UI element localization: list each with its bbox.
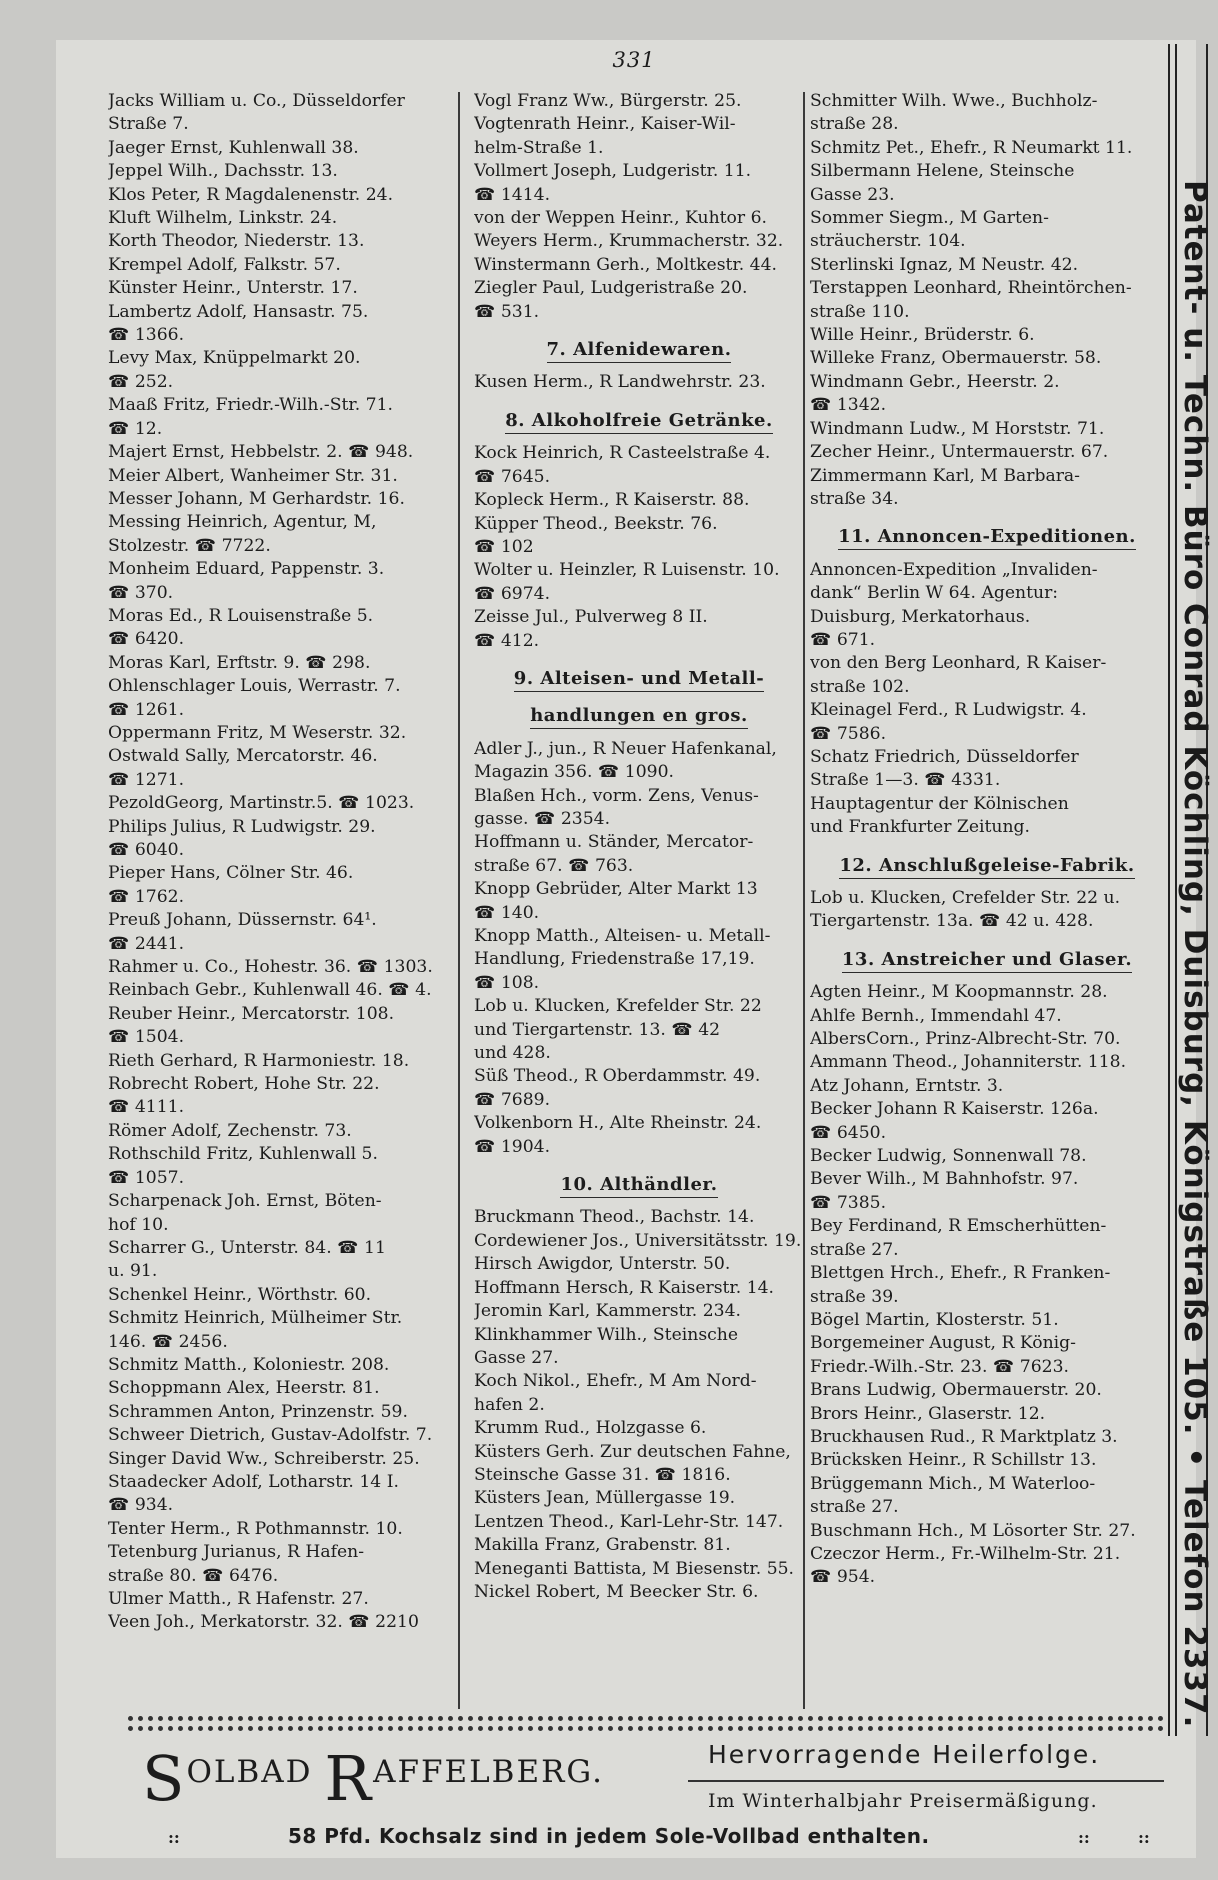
directory-entry: Rieth Gerhard, R Harmoniestr. 18. <box>108 1050 410 1071</box>
directory-entry: sträucherstr. 104. <box>810 231 966 252</box>
directory-entry: Handlung, Friedenstraße 17,19. <box>474 949 755 970</box>
ad-ornament: :: <box>168 1828 180 1847</box>
directory-entry: ☎ 252. <box>108 371 174 392</box>
directory-entry: ☎ 140. <box>474 902 540 923</box>
directory-entry: ☎ 412. <box>474 630 540 651</box>
directory-entry: Kopleck Herm., R Kaiserstr. 88. <box>474 490 750 511</box>
directory-entry: Singer David Ww., Schreiberstr. 25. <box>108 1448 420 1469</box>
directory-entry: ☎ 1504. <box>108 1027 185 1048</box>
directory-entry: straße 110. <box>810 301 910 322</box>
directory-entry: ☎ 2441. <box>108 933 185 954</box>
directory-entry: Silbermann Helene, Steinsche <box>810 161 1075 182</box>
directory-entry: 146. ☎ 2456. <box>108 1331 228 1352</box>
directory-entry: AlbersCorn., Prinz-Albrecht-Str. 70. <box>810 1029 1121 1050</box>
directory-entry: Zecher Heinr., Untermauerstr. 67. <box>810 442 1109 463</box>
directory-entry: straße 27. <box>810 1497 899 1518</box>
directory-entry: ☎ 1762. <box>108 886 185 907</box>
directory-entry: Oppermann Fritz, M Weserstr. 32. <box>108 722 407 743</box>
directory-entry: ☎ 108. <box>474 972 540 993</box>
directory-entry: Preuß Johann, Düssernstr. 64¹. <box>108 910 377 931</box>
directory-entry: ☎ 954. <box>810 1567 876 1588</box>
directory-entry: ☎ 7689. <box>474 1089 551 1110</box>
directory-entry: Hoffmann Hersch, R Kaiserstr. 14. <box>474 1277 775 1298</box>
directory-entry: Sterlinski Ignaz, M Neustr. 42. <box>810 254 1079 275</box>
directory-entry: Hirsch Awigdor, Unterstr. 50. <box>474 1254 731 1275</box>
directory-entry: Wolter u. Heinzler, R Luisenstr. 10. <box>474 560 780 581</box>
ad-claim-preis: Im Winterhalbjahr Preisermäßigung. <box>708 1790 1098 1812</box>
directory-entry: Schmitz Pet., Ehefr., R Neumarkt 11. <box>810 137 1133 158</box>
directory-entry: von den Berg Leonhard, R Kaiser- <box>810 653 1107 674</box>
directory-entry: straße 34. <box>810 488 899 509</box>
sidebar-advertisement <box>1166 40 1212 1740</box>
directory-entry: Monheim Eduard, Pappenstr. 3. <box>108 559 385 580</box>
directory-entry: Jeromin Karl, Kammerstr. 234. <box>474 1301 742 1322</box>
directory-entry: Windmann Gebr., Heerstr. 2. <box>810 371 1060 392</box>
ad-brand-name: SOLBAD RAFFELBERG. <box>142 1742 604 1815</box>
directory-entry: Makilla Franz, Grabenstr. 81. <box>474 1535 731 1556</box>
directory-entry: Ostwald Sally, Mercatorstr. 46. <box>108 746 378 767</box>
directory-entry: Schenkel Heinr., Wörthstr. 60. <box>108 1284 372 1305</box>
directory-entry: Schmitter Wilh. Wwe., Buchholz- <box>810 91 1098 111</box>
directory-entry: Winstermann Gerh., Moltkestr. 44. <box>474 254 778 275</box>
section-heading: 9. Alteisen- und Metall- <box>474 667 804 690</box>
directory-entry: Adler J., jun., R Neuer Hafenkanal, <box>474 738 777 759</box>
directory-entry: Levy Max, Knüppelmarkt 20. <box>108 348 361 369</box>
directory-entry: Gasse 23. <box>810 184 895 205</box>
directory-entry: Schweer Dietrich, Gustav-Adolfstr. 7. <box>108 1425 433 1446</box>
directory-entry: Terstappen Leonhard, Rheintörchen- <box>810 278 1132 299</box>
directory-entry: Moras Karl, Erftstr. 9. ☎ 298. <box>108 652 371 673</box>
directory-entry: Küsters Gerh. Zur deutschen Fahne, <box>474 1441 791 1462</box>
directory-entry: Lambertz Adolf, Hansastr. 75. <box>108 301 369 322</box>
directory-entry: und 428. <box>474 1043 551 1064</box>
directory-entry: Hauptagentur der Kölnischen <box>810 793 1069 814</box>
directory-entry: Kleinagel Ferd., R Ludwigstr. 4. <box>810 700 1087 721</box>
directory-entry: Schrammen Anton, Prinzenstr. 59. <box>108 1401 408 1422</box>
directory-entry: ☎ 7385. <box>810 1192 887 1213</box>
directory-entry: Ammann Theod., Johanniterstr. 118. <box>810 1052 1127 1073</box>
directory-entry: ☎ 102 <box>474 536 534 557</box>
directory-entry: Straße 1—3. ☎ 4331. <box>810 770 1001 791</box>
directory-entry: Meier Albert, Wanheimer Str. 31. <box>108 465 398 486</box>
directory-entry: ☎ 1904. <box>474 1136 551 1157</box>
directory-entry: Blaßen Hch., vorm. Zens, Venus- <box>474 785 759 806</box>
directory-entry: ☎ 1342. <box>810 395 887 416</box>
directory-entry: straße 27. <box>810 1239 899 1260</box>
directory-entry: Messing Heinrich, Agentur, M, <box>108 512 377 533</box>
directory-entry: Meneganti Battista, M Biesenstr. 55. <box>474 1558 795 1579</box>
directory-entry: Weyers Herm., Krummacherstr. 32. <box>474 231 784 252</box>
ad-ornament: :: <box>1138 1828 1150 1847</box>
directory-entry: Atz Johann, Erntstr. 3. <box>810 1075 1004 1096</box>
ad-divider <box>688 1780 1164 1782</box>
ad-border <box>128 1716 1164 1721</box>
section-heading: 8. Alkoholfreie Getränke. <box>474 409 804 432</box>
directory-column-1 <box>108 90 452 1710</box>
directory-entry: Duisburg, Merkatorhaus. <box>810 606 1031 627</box>
directory-entry: Windmann Ludw., M Horststr. 71. <box>810 418 1105 439</box>
directory-entry: Bever Wilh., M Bahnhofstr. 97. <box>810 1169 1079 1190</box>
directory-entry: Jaeger Ernst, Kuhlenwall 38. <box>108 137 359 158</box>
directory-entry: PezoldGeorg, Martinstr.5. ☎ 1023. <box>108 793 415 814</box>
directory-entry: Moras Ed., R Louisenstraße 5. <box>108 605 374 626</box>
directory-entry: Jeppel Wilh., Dachsstr. 13. <box>108 161 338 182</box>
directory-entry: ☎ 7586. <box>810 723 887 744</box>
directory-entry: Tetenburg Jurianus, R Hafen- <box>108 1542 365 1563</box>
directory-entry: Blettgen Hrch., Ehefr., R Franken- <box>810 1263 1111 1284</box>
section-heading: handlungen en gros. <box>474 704 804 727</box>
directory-entry: Brücksken Heinr., R Schillstr 13. <box>810 1450 1097 1471</box>
directory-entry: straße 80. ☎ 6476. <box>108 1565 279 1586</box>
directory-entry: Scharpenack Joh. Ernst, Böten- <box>108 1191 382 1212</box>
directory-entry: Buschmann Hch., M Lösorter Str. 27. <box>810 1520 1136 1541</box>
directory-entry: Schmitz Matth., Koloniestr. 208. <box>108 1354 390 1375</box>
directory-entry: ☎ 1271. <box>108 769 185 790</box>
directory-entry: Friedr.-Wilh.-Str. 23. ☎ 7623. <box>810 1356 1069 1377</box>
directory-entry: von der Weppen Heinr., Kuhtor 6. <box>474 208 767 229</box>
directory-entry: ☎ 531. <box>474 301 540 322</box>
directory-entry: Bey Ferdinand, R Emscherhütten- <box>810 1216 1107 1237</box>
directory-entry: hafen 2. <box>474 1394 545 1415</box>
directory-entry: Knopp Gebrüder, Alter Markt 13 <box>474 879 758 900</box>
directory-entry: Lob u. Klucken, Krefelder Str. 22 <box>474 996 762 1017</box>
directory-entry: ☎ 1261. <box>108 699 185 720</box>
column-divider <box>458 92 460 1709</box>
directory-entry: ☎ 1057. <box>108 1167 185 1188</box>
directory-entry: Becker Johann R Kaiserstr. 126a. <box>810 1099 1099 1120</box>
directory-entry: Rothschild Fritz, Kuhlenwall 5. <box>108 1144 378 1165</box>
directory-entry: Wille Heinr., Brüderstr. 6. <box>810 325 1035 346</box>
directory-entry: Czeczor Herm., Fr.-Wilhelm-Str. 21. <box>810 1543 1121 1564</box>
directory-entry: Bruckhausen Rud., R Marktplatz 3. <box>810 1426 1118 1447</box>
directory-entry: ☎ 4111. <box>108 1097 185 1118</box>
directory-entry: Küpper Theod., Beekstr. 76. <box>474 513 718 534</box>
directory-entry: Volkenborn H., Alte Rheinstr. 24. <box>474 1113 762 1134</box>
directory-entry: Tiergartenstr. 13a. ☎ 42 u. 428. <box>810 911 1094 932</box>
directory-entry: dank“ Berlin W 64. Agentur: <box>810 583 1059 604</box>
directory-entry: ☎ 671. <box>810 629 876 650</box>
directory-entry: Koch Nikol., Ehefr., M Am Nord- <box>474 1371 757 1392</box>
directory-entry: straße 28. <box>810 114 899 135</box>
directory-entry: Steinsche Gasse 31. ☎ 1816. <box>474 1464 731 1485</box>
sidebar-ad-text: Patent- u. Techn. Büro Conrad Köchling, Duisburg, Königstraße 105. • Telefon 2337. <box>1177 180 1213 1729</box>
directory-entry: Bruckmann Theod., Bachstr. 14. <box>474 1207 755 1228</box>
section-heading: 11. Annoncen-Expeditionen. <box>810 525 1164 548</box>
directory-entry: Ziegler Paul, Ludgeristraße 20. <box>474 278 748 299</box>
directory-entry: Pieper Hans, Cölner Str. 46. <box>108 863 354 884</box>
section-heading: 10. Althändler. <box>474 1173 804 1196</box>
directory-entry: und Frankfurter Zeitung. <box>810 817 1031 838</box>
ad-ornament: :: <box>1078 1828 1090 1847</box>
directory-entry: Tenter Herm., R Pothmannstr. 10. <box>108 1518 403 1539</box>
directory-entry: Zeisse Jul., Pulverweg 8 II. <box>474 607 708 628</box>
directory-entry: Vogl Franz Ww., Bürgerstr. 25. <box>474 91 742 111</box>
directory-entry: Robrecht Robert, Hohe Str. 22. <box>108 1074 380 1095</box>
page-number: 331 <box>612 48 656 72</box>
section-heading: 7. Alfenidewaren. <box>474 338 804 361</box>
directory-entry: Reinbach Gebr., Kuhlenwall 46. ☎ 4. <box>108 980 432 1001</box>
directory-entry: Vollmert Joseph, Ludgeristr. 11. <box>474 161 752 182</box>
directory-entry: Klos Peter, R Magdalenenstr. 24. <box>108 184 394 205</box>
directory-entry: Maaß Fritz, Friedr.-Wilh.-Str. 71. <box>108 395 393 416</box>
directory-entry: ☎ 6974. <box>474 583 551 604</box>
directory-entry: Reuber Heinr., Mercatorstr. 108. <box>108 1003 395 1024</box>
directory-entry: Süß Theod., R Oberdammstr. 49. <box>474 1066 761 1087</box>
directory-entry: Sommer Siegm., M Garten- <box>810 208 1049 229</box>
directory-entry: straße 67. ☎ 763. <box>474 855 634 876</box>
directory-entry: Stolzestr. ☎ 7722. <box>108 535 271 556</box>
directory-entry: Scharrer G., Unterstr. 84. ☎ 11 <box>108 1237 386 1258</box>
directory-entry: Kluft Wilhelm, Linkstr. 24. <box>108 208 338 229</box>
directory-entry: ☎ 6420. <box>108 629 185 650</box>
directory-entry: hof 10. <box>108 1214 169 1235</box>
directory-entry: Küsters Jean, Müllergasse 19. <box>474 1488 736 1509</box>
directory-entry: Magazin 356. ☎ 1090. <box>474 762 674 783</box>
directory-entry: straße 102. <box>810 676 910 697</box>
directory-entry: Veen Joh., Merkatorstr. 32. ☎ 2210 <box>108 1612 419 1633</box>
directory-entry: Ahlfe Bernh., Immendahl 47. <box>810 1005 1062 1026</box>
directory-entry: Schmitz Heinrich, Mülheimer Str. <box>108 1308 403 1329</box>
directory-entry: Lentzen Theod., Karl-Lehr-Str. 147. <box>474 1511 784 1532</box>
directory-entry: Zimmermann Karl, M Barbara- <box>810 465 1080 486</box>
directory-entry: Bögel Martin, Klosterstr. 51. <box>810 1309 1059 1330</box>
directory-entry: Brors Heinr., Glaserstr. 12. <box>810 1403 1046 1424</box>
directory-entry: Willeke Franz, Obermauerstr. 58. <box>810 348 1102 369</box>
directory-entry: Brüggemann Mich., M Waterloo- <box>810 1473 1096 1494</box>
directory-entry: Lob u. Klucken, Crefelder Str. 22 u. <box>810 888 1121 908</box>
directory-entry: Römer Adolf, Zechenstr. 73. <box>108 1120 352 1141</box>
directory-entry: ☎ 6040. <box>108 840 185 860</box>
directory-entry: Cordewiener Jos., Universitätsstr. 19. <box>474 1230 802 1251</box>
directory-entry: Kock Heinrich, R Casteelstraße 4. <box>474 443 771 464</box>
bottom-advertisement <box>128 1716 1164 1856</box>
directory-entry: Agten Heinr., M Koopmannstr. 28. <box>810 982 1108 1003</box>
ad-border <box>128 1726 1164 1731</box>
directory-entry: ☎ 1414. <box>474 184 551 205</box>
sidebar-rule <box>1168 44 1170 1736</box>
directory-entry: ☎ 934. <box>108 1495 174 1516</box>
directory-entry: Gasse 27. <box>474 1347 559 1368</box>
directory-entry: Majert Ernst, Hebbelstr. 2. ☎ 948. <box>108 442 414 463</box>
directory-entry: Staadecker Adolf, Lotharstr. 14 I. <box>108 1471 399 1492</box>
section-heading: 13. Anstreicher und Glaser. <box>810 948 1164 971</box>
directory-entry: Kusen Herm., R Landwehrstr. 23. <box>474 372 766 393</box>
directory-entry: ☎ 12. <box>108 418 163 439</box>
directory-entry: Brans Ludwig, Obermauerstr. 20. <box>810 1380 1102 1401</box>
directory-entry: helm-Straße 1. <box>474 137 604 158</box>
ad-footer-line: 58 Pfd. Kochsalz sind in jedem Sole-Vollbad enthalten. <box>288 1824 930 1848</box>
directory-entry: Krempel Adolf, Falkstr. 57. <box>108 254 341 275</box>
section-heading: 12. Anschlußgeleise-Fabrik. <box>810 854 1164 877</box>
directory-entry: Schoppmann Alex, Heerstr. 81. <box>108 1378 380 1399</box>
directory-entry: ☎ 1366. <box>108 325 185 346</box>
directory-entry: Philips Julius, R Ludwigstr. 29. <box>108 816 376 837</box>
directory-entry: ☎ 7645. <box>474 466 551 487</box>
directory-entry: Vogtenrath Heinr., Kaiser-Wil- <box>474 114 736 135</box>
directory-entry: Ulmer Matth., R Hafenstr. 27. <box>108 1589 369 1609</box>
ad-claim-heilerfolge: Hervorragende Heilerfolge. <box>708 1740 1101 1769</box>
directory-entry: und Tiergartenstr. 13. ☎ 42 <box>474 1019 721 1040</box>
directory-column-2 <box>474 90 804 1710</box>
directory-entry: Straße 7. <box>108 114 189 135</box>
directory-entry: Knopp Matth., Alteisen- u. Metall- <box>474 926 771 946</box>
directory-entry: Becker Ludwig, Sonnenwall 78. <box>810 1146 1087 1167</box>
directory-entry: Jacks William u. Co., Düsseldorfer <box>108 91 405 111</box>
directory-entry: Annoncen-Expedition „Invaliden- <box>810 559 1098 580</box>
directory-entry: Korth Theodor, Niederstr. 13. <box>108 231 365 252</box>
directory-entry: ☎ 6450. <box>810 1122 887 1143</box>
directory-entry: Krumm Rud., Holzgasse 6. <box>474 1418 707 1439</box>
directory-entry: Nickel Robert, M Beecker Str. 6. <box>474 1581 759 1602</box>
directory-entry: Borgemeiner August, R König- <box>810 1333 1076 1354</box>
directory-entry: Rahmer u. Co., Hohestr. 36. ☎ 1303. <box>108 957 433 978</box>
directory-entry: Messer Johann, M Gerhardstr. 16. <box>108 488 405 509</box>
directory-entry: gasse. ☎ 2354. <box>474 808 611 829</box>
directory-entry: Schatz Friedrich, Düsseldorfer <box>810 746 1079 767</box>
directory-column-3 <box>810 90 1164 1710</box>
directory-entry: Hoffmann u. Ständer, Mercator- <box>474 832 754 853</box>
directory-entry: Ohlenschlager Louis, Werrastr. 7. <box>108 676 401 697</box>
directory-entry: u. 91. <box>108 1261 158 1282</box>
directory-entry: straße 39. <box>810 1286 899 1307</box>
directory-entry: Künster Heinr., Unterstr. 17. <box>108 278 358 299</box>
directory-entry: ☎ 370. <box>108 582 174 603</box>
directory-entry: Klinkhammer Wilh., Steinsche <box>474 1324 739 1345</box>
